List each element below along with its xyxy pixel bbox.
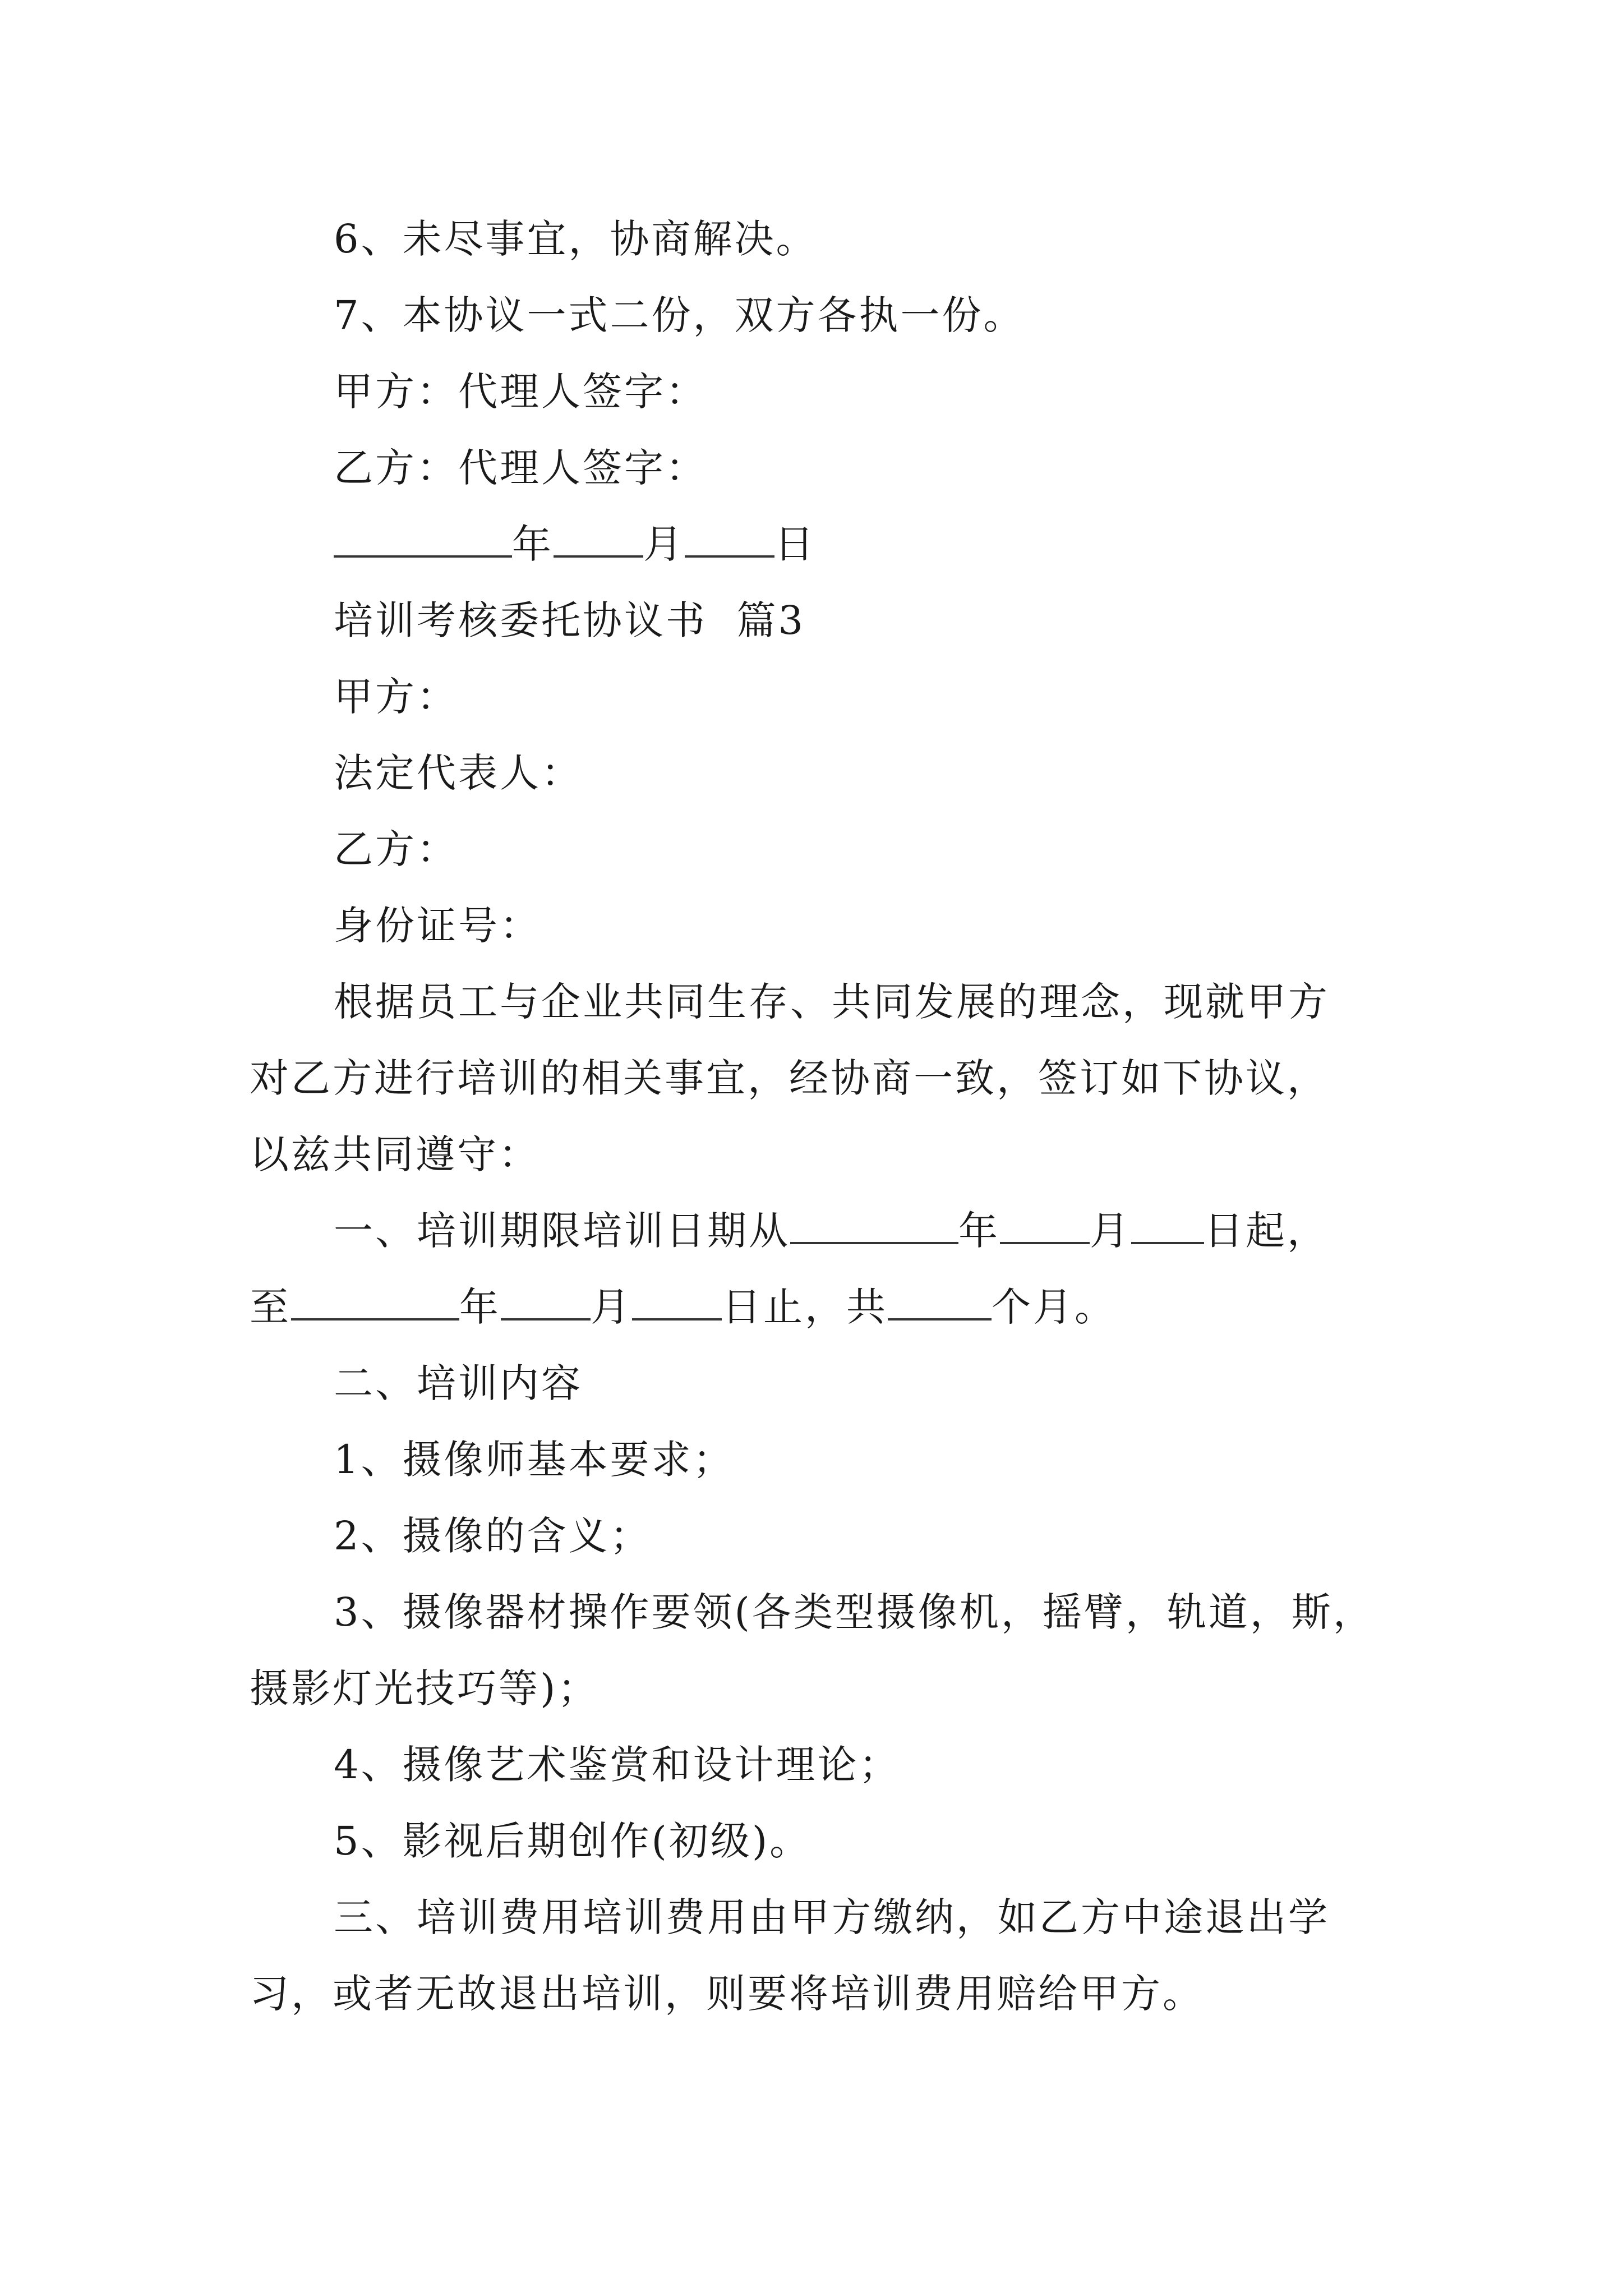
clause-3-line-1: 三、培训费用培训费用由甲方缴纳，如乙方中途退出学 xyxy=(334,1894,1330,1940)
start-day-label: 日起， xyxy=(1204,1208,1329,1254)
clause-2-item-4: 4、摄像艺术鉴赏和设计理论； xyxy=(334,1742,901,1788)
start-month-blank xyxy=(1000,1206,1090,1244)
party-a-signature: 甲方：代理人签字： xyxy=(334,369,707,415)
end-year-blank xyxy=(291,1282,459,1320)
clause-2-item-5: 5、影视后期创作(初级)。 xyxy=(334,1818,811,1864)
clause-3-line-2: 习，或者无故退出培训，则要将培训费用赔给甲方。 xyxy=(250,1971,1204,2017)
day-label: 日 xyxy=(774,521,816,567)
clause-1-prefix: 一、培训期限培训日期从 xyxy=(334,1208,790,1254)
clause-1-line-1 xyxy=(250,1193,1405,1269)
year-label: 年 xyxy=(512,521,554,567)
months-label: 个月。 xyxy=(992,1284,1116,1330)
section-title: 培训考核委托协议书 篇3 xyxy=(334,597,806,643)
clause-2-title: 二、培训内容 xyxy=(334,1360,583,1406)
party-b-signature: 乙方：代理人签字： xyxy=(334,445,707,491)
clause-1-line-2 xyxy=(250,1269,1405,1345)
clause-1-to: 至 xyxy=(250,1284,291,1330)
date-line xyxy=(250,506,1405,582)
start-year-label: 年 xyxy=(958,1208,1000,1254)
party-a-field: 甲方： xyxy=(334,674,458,720)
legal-representative-field: 法定代表人： xyxy=(334,750,583,796)
month-blank xyxy=(554,519,643,558)
end-month-label: 月 xyxy=(591,1284,632,1330)
clause-2-item-3-line-2: 摄影灯光技巧等)； xyxy=(250,1665,600,1711)
clause-2-item-2: 2、摄像的含义； xyxy=(334,1513,652,1559)
end-month-blank xyxy=(501,1282,591,1320)
months-blank xyxy=(888,1282,992,1320)
day-blank xyxy=(685,519,774,558)
end-day-blank xyxy=(632,1282,722,1320)
document-body xyxy=(250,201,1405,2032)
clause-2-item-1: 1、摄像师基本要求； xyxy=(334,1437,735,1483)
intro-line-2: 对乙方进行培训的相关事宜，经协商一致，签订如下协议， xyxy=(250,1055,1329,1101)
party-b-field: 乙方： xyxy=(334,826,458,872)
intro-line-1: 根据员工与企业共同生存、共同发展的理念，现就甲方 xyxy=(334,979,1330,1025)
item-6: 6、未尽事宜，协商解决。 xyxy=(334,216,818,262)
intro-line-3: 以兹共同遵守： xyxy=(250,1131,540,1177)
month-label: 月 xyxy=(643,521,685,567)
end-day-label: 日止，共 xyxy=(722,1284,888,1330)
id-number-field: 身份证号： xyxy=(334,903,541,949)
start-year-blank xyxy=(790,1206,958,1244)
clause-2-item-3-line-1: 3、摄像器材操作要领(各类型摄像机，摇臂，轨道，斯， xyxy=(334,1589,1375,1635)
start-day-blank xyxy=(1131,1206,1204,1244)
year-blank xyxy=(334,519,512,558)
end-year-label: 年 xyxy=(459,1284,501,1330)
start-month-label: 月 xyxy=(1090,1208,1131,1254)
item-7: 7、本协议一式二份，双方各执一份。 xyxy=(334,292,1025,338)
